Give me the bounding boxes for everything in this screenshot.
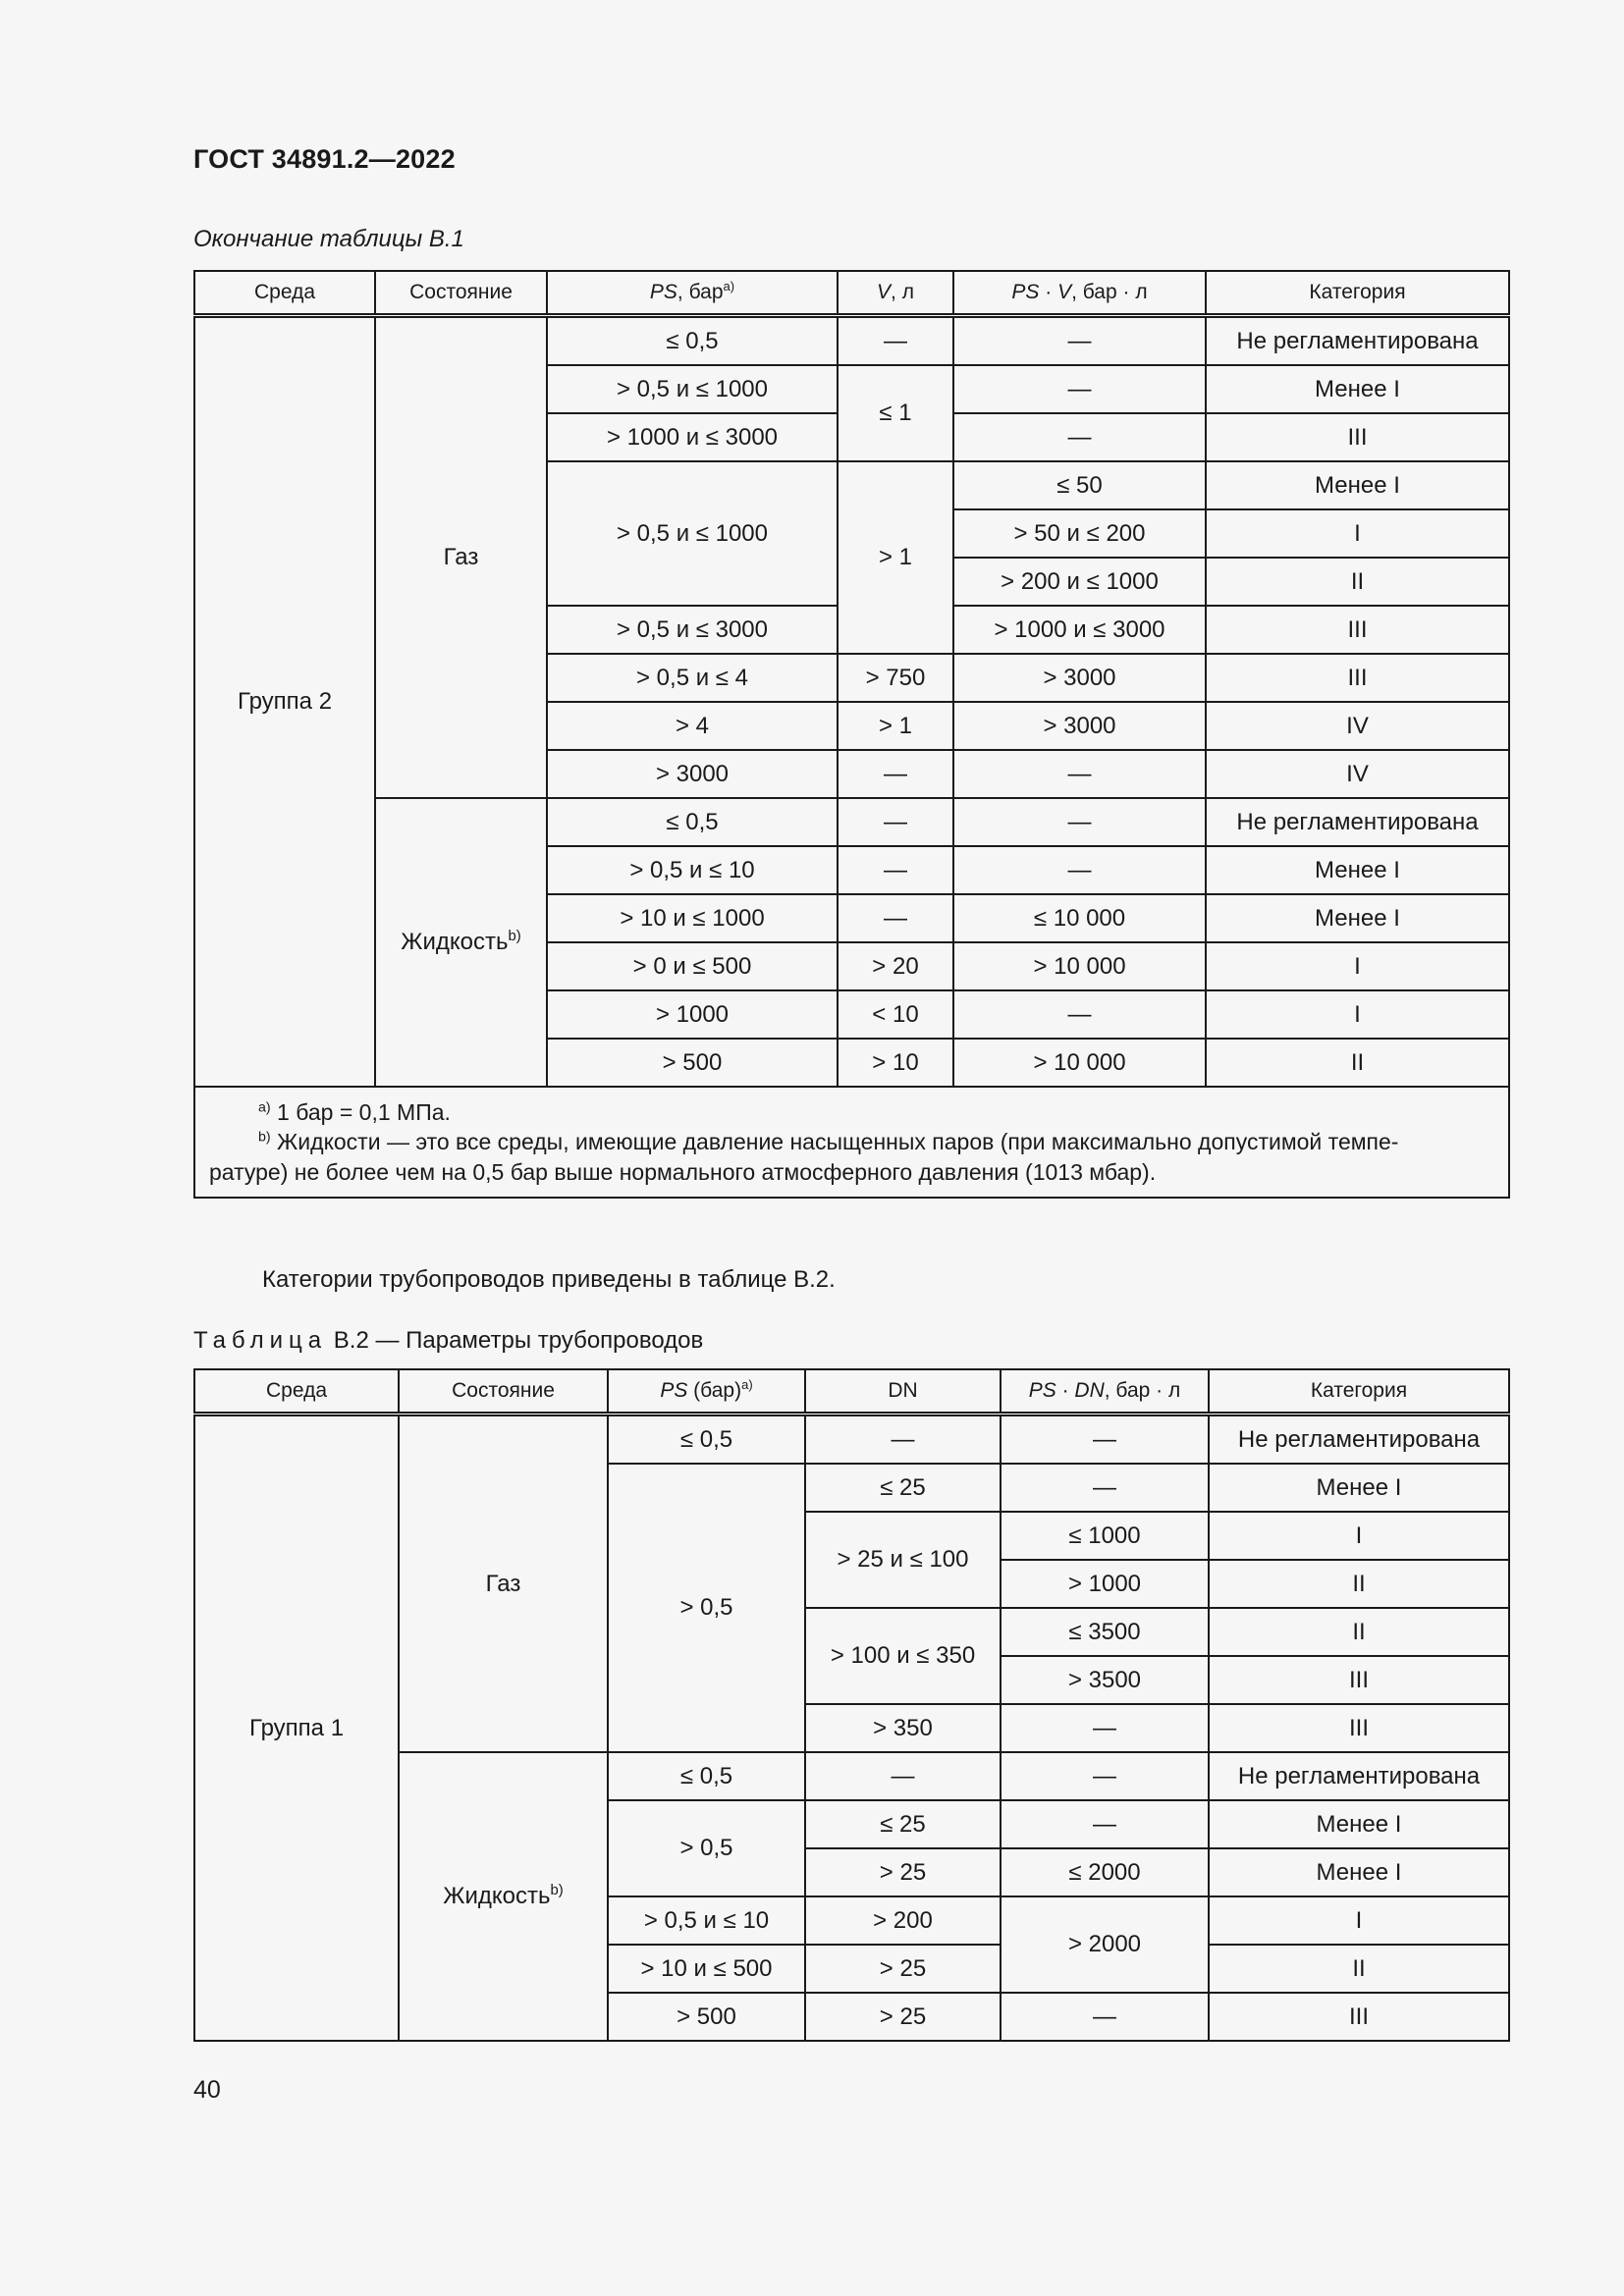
- state-cell-liquid: Жидкость$^{b)}$: [399, 1752, 608, 2041]
- category-cell: Не регламентирована: [1206, 798, 1509, 846]
- category-cell: III: [1209, 1656, 1509, 1704]
- ps-cell: > 0 и ≤ 500: [547, 942, 838, 990]
- category-cell: I: [1206, 509, 1509, 558]
- state-cell-gas: Газ: [375, 316, 547, 799]
- dn-cell: > 350: [805, 1704, 1001, 1752]
- ps-cell: > 1000: [547, 990, 838, 1039]
- category-cell: II: [1206, 1039, 1509, 1087]
- ps-cell: > 0,5 и ≤ 1000: [547, 461, 838, 606]
- dn-cell: > 25: [805, 1945, 1001, 1993]
- psdn-cell: —: [1001, 1704, 1209, 1752]
- category-cell: III: [1209, 1704, 1509, 1752]
- v-cell: < 10: [838, 990, 953, 1039]
- col-header-medium: Среда: [194, 1369, 399, 1415]
- dn-cell: > 25: [805, 1848, 1001, 1896]
- col-header-volume: V, л: [838, 271, 953, 316]
- psv-cell: > 10 000: [953, 942, 1206, 990]
- note-b-continued: ратуре) не более чем на 0,5 бар выше нормального атмосферного давления (1013 мбар).: [209, 1158, 1157, 1185]
- ps-cell: > 0,5 и ≤ 10: [547, 846, 838, 894]
- category-cell: I: [1209, 1896, 1509, 1945]
- dn-cell: ≤ 25: [805, 1464, 1001, 1512]
- ps-cell: ≤ 0,5: [547, 798, 838, 846]
- psv-cell: —: [953, 413, 1206, 461]
- category-cell: Менее I: [1206, 461, 1509, 509]
- category-cell: III: [1209, 1993, 1509, 2041]
- category-cell: Не регламентирована: [1209, 1415, 1509, 1465]
- medium-cell: Группа 2: [194, 316, 375, 1088]
- category-cell: Менее I: [1206, 365, 1509, 413]
- v-cell: > 20: [838, 942, 953, 990]
- ps-cell: > 3000: [547, 750, 838, 798]
- dn-cell: > 25 и ≤ 100: [805, 1512, 1001, 1608]
- psv-cell: —: [953, 750, 1206, 798]
- note-b: $^{b)}$ Жидкости — это все среды, имеющие давление насыщенных паров (при максимально допустимой темпе-: [258, 1129, 1399, 1155]
- psv-cell: ≤ 10 000: [953, 894, 1206, 942]
- table-row: [194, 798, 1509, 846]
- psdn-cell: ≤ 2000: [1001, 1848, 1209, 1896]
- table-b1-end: [193, 270, 1510, 1199]
- v-cell: > 1: [838, 702, 953, 750]
- col-header-category: Категория: [1206, 271, 1509, 316]
- ps-cell: > 0,5: [608, 1464, 805, 1752]
- category-cell: I: [1206, 990, 1509, 1039]
- dn-cell: ≤ 25: [805, 1800, 1001, 1848]
- table-notes-row: [194, 1087, 1509, 1198]
- table-row: [194, 316, 1509, 366]
- psdn-cell: —: [1001, 1993, 1209, 2041]
- psdn-cell: —: [1001, 1800, 1209, 1848]
- table-b2: [193, 1368, 1510, 2042]
- ps-cell: > 500: [608, 1993, 805, 2041]
- ps-cell: > 0,5 и ≤ 4: [547, 654, 838, 702]
- v-cell: > 1: [838, 461, 953, 654]
- psdn-cell: —: [1001, 1752, 1209, 1800]
- ps-cell: ≤ 0,5: [547, 316, 838, 366]
- v-cell: ≤ 1: [838, 365, 953, 461]
- table-header-row: [194, 1369, 1509, 1415]
- v-cell: —: [838, 316, 953, 366]
- dn-cell: > 200: [805, 1896, 1001, 1945]
- col-header-ps: PS (бар)$^{a)}$: [608, 1369, 805, 1415]
- note-a: $^{a)}$ 1 бар = 0,1 МПа.: [258, 1099, 451, 1125]
- v-cell: > 750: [838, 654, 953, 702]
- category-cell: IV: [1206, 702, 1509, 750]
- state-cell-liquid: Жидкость$^{b)}$: [375, 798, 547, 1087]
- table-header-row: [194, 271, 1509, 316]
- table-row: [194, 1415, 1509, 1465]
- col-header-state: Состояние: [375, 271, 547, 316]
- ps-cell: ≤ 0,5: [608, 1415, 805, 1465]
- psdn-cell: —: [1001, 1415, 1209, 1465]
- category-cell: Менее I: [1209, 1464, 1509, 1512]
- psdn-cell: > 2000: [1001, 1896, 1209, 1993]
- v-cell: —: [838, 846, 953, 894]
- psv-cell: > 200 и ≤ 1000: [953, 558, 1206, 606]
- psv-cell: ≤ 50: [953, 461, 1206, 509]
- category-cell: Менее I: [1209, 1848, 1509, 1896]
- table1-caption: Окончание таблицы В.1: [193, 226, 464, 252]
- ps-cell: > 0,5 и ≤ 10: [608, 1896, 805, 1945]
- col-header-dn: DN: [805, 1369, 1001, 1415]
- ps-cell: ≤ 0,5: [608, 1752, 805, 1800]
- v-cell: —: [838, 750, 953, 798]
- psdn-cell: > 1000: [1001, 1560, 1209, 1608]
- ps-cell: > 4: [547, 702, 838, 750]
- col-header-ps-v: PS · V, бар · л: [953, 271, 1206, 316]
- dn-cell: > 25: [805, 1993, 1001, 2041]
- v-cell: —: [838, 798, 953, 846]
- category-cell: Не регламентирована: [1209, 1752, 1509, 1800]
- dn-cell: > 100 и ≤ 350: [805, 1608, 1001, 1704]
- col-header-state: Состояние: [399, 1369, 608, 1415]
- category-cell: Менее I: [1209, 1800, 1509, 1848]
- category-cell: I: [1209, 1512, 1509, 1560]
- category-cell: III: [1206, 654, 1509, 702]
- psv-cell: —: [953, 846, 1206, 894]
- col-header-medium: Среда: [194, 271, 375, 316]
- col-header-category: Категория: [1209, 1369, 1509, 1415]
- category-cell: Менее I: [1206, 846, 1509, 894]
- psv-cell: > 1000 и ≤ 3000: [953, 606, 1206, 654]
- psv-cell: > 3000: [953, 702, 1206, 750]
- ps-cell: > 10 и ≤ 1000: [547, 894, 838, 942]
- category-cell: Не регламентирована: [1206, 316, 1509, 366]
- ps-cell: > 10 и ≤ 500: [608, 1945, 805, 1993]
- table2-caption: Таблица В.2 — Параметры трубопроводов: [193, 1327, 704, 1354]
- psv-cell: —: [953, 798, 1206, 846]
- document-header: ГОСТ 34891.2—2022: [193, 144, 456, 174]
- psv-cell: —: [953, 990, 1206, 1039]
- v-cell: > 10: [838, 1039, 953, 1087]
- col-header-ps: PS, бар$^{a)}$: [547, 271, 838, 316]
- ps-cell: > 0,5: [608, 1800, 805, 1896]
- category-cell: IV: [1206, 750, 1509, 798]
- ps-cell: > 500: [547, 1039, 838, 1087]
- psdn-cell: ≤ 1000: [1001, 1512, 1209, 1560]
- category-cell: III: [1206, 606, 1509, 654]
- ps-cell: > 0,5 и ≤ 3000: [547, 606, 838, 654]
- category-cell: II: [1209, 1945, 1509, 1993]
- page-number: 40: [193, 2076, 221, 2104]
- category-cell: III: [1206, 413, 1509, 461]
- category-cell: II: [1206, 558, 1509, 606]
- dn-cell: —: [805, 1415, 1001, 1465]
- state-cell-gas: Газ: [399, 1415, 608, 1753]
- paragraph-text: Категории трубопроводов приведены в таблице В.2.: [262, 1266, 836, 1293]
- table-notes: [194, 1087, 1509, 1198]
- psv-cell: > 3000: [953, 654, 1206, 702]
- category-cell: II: [1209, 1560, 1509, 1608]
- category-cell: Менее I: [1206, 894, 1509, 942]
- category-cell: I: [1206, 942, 1509, 990]
- col-header-ps-dn: PS · DN, бар · л: [1001, 1369, 1209, 1415]
- psdn-cell: —: [1001, 1464, 1209, 1512]
- psv-cell: —: [953, 316, 1206, 366]
- v-cell: —: [838, 894, 953, 942]
- category-cell: II: [1209, 1608, 1509, 1656]
- ps-cell: > 1000 и ≤ 3000: [547, 413, 838, 461]
- dn-cell: —: [805, 1752, 1001, 1800]
- psdn-cell: > 3500: [1001, 1656, 1209, 1704]
- psv-cell: > 50 и ≤ 200: [953, 509, 1206, 558]
- ps-cell: > 0,5 и ≤ 1000: [547, 365, 838, 413]
- psv-cell: —: [953, 365, 1206, 413]
- psdn-cell: ≤ 3500: [1001, 1608, 1209, 1656]
- medium-cell: Группа 1: [194, 1415, 399, 2042]
- psv-cell: > 10 000: [953, 1039, 1206, 1087]
